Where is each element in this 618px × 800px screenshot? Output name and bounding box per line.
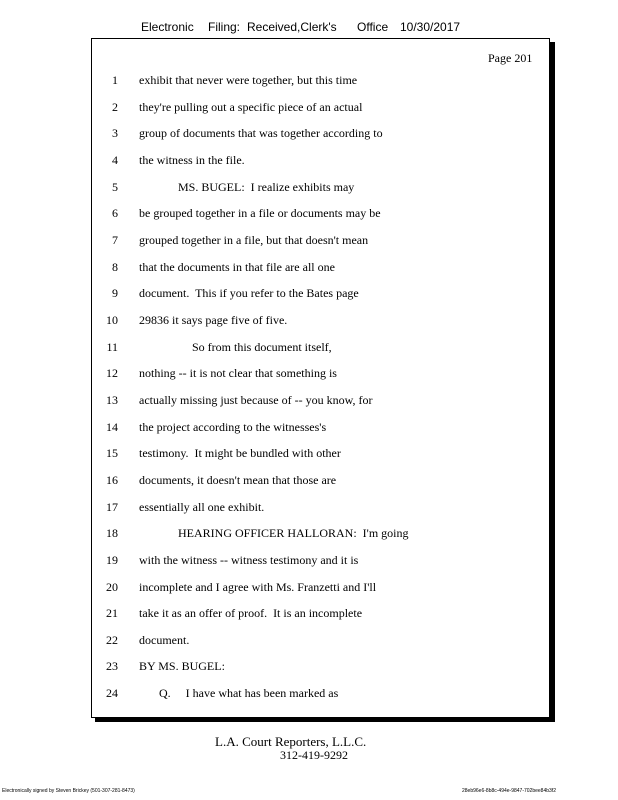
line-text: So from this document itself,: [192, 340, 332, 354]
line-text: group of documents that was together according to: [139, 126, 383, 140]
line-text: with the witness -- witness testimony and it is: [139, 553, 359, 567]
transcript-line: [0, 553, 540, 569]
transcript-line: [0, 686, 540, 702]
transcript-line: [0, 526, 540, 542]
transcript-line: [0, 313, 540, 329]
line-number: 7: [112, 233, 118, 247]
line-text: be grouped together in a file or documents may be: [139, 206, 381, 220]
page-number: Page 201: [488, 51, 533, 65]
transcript-line: [0, 126, 540, 142]
line-number: 8: [112, 260, 118, 274]
document-hash: 28eb96e6-8b8c-494e-9847-702bee84b3f2: [462, 788, 556, 794]
transcript-line: [0, 580, 540, 596]
line-number: 1: [112, 73, 118, 87]
line-text: 29836 it says page five of five.: [139, 313, 288, 327]
transcript-line: [0, 233, 540, 249]
electronic-signature: Electronically signed by Steven Brickey (501-307-281-8473): [2, 788, 135, 794]
line-text: testimony. It might be bundled with other: [139, 446, 341, 460]
line-text: incomplete and I agree with Ms. Franzetti and I'll: [139, 580, 377, 594]
transcript-line: [0, 153, 540, 169]
transcript-line: [0, 286, 540, 302]
transcript-line: [0, 633, 540, 649]
line-number: 2: [112, 100, 118, 114]
line-text: the witness in the file.: [139, 153, 245, 167]
filing-header-date: 10/30/2017: [400, 20, 461, 34]
line-number: 21: [106, 606, 118, 620]
line-number: 3: [112, 126, 118, 140]
line-number: 5: [112, 180, 118, 194]
filing-header-office: Office: [357, 20, 389, 34]
transcript-line: [0, 420, 540, 436]
reporter-phone: 312-419-9292: [280, 748, 348, 762]
line-text: BY MS. BUGEL:: [139, 659, 225, 673]
transcript-line: [0, 260, 540, 276]
line-text: they're pulling out a specific piece of an actual: [139, 100, 363, 114]
filing-header-filing: Filing:: [208, 20, 241, 34]
line-number: 10: [106, 313, 118, 327]
line-text: MS. BUGEL: I realize exhibits may: [178, 180, 355, 194]
line-text: take it as an offer of proof. It is an incomplete: [139, 606, 363, 620]
line-number: 23: [106, 659, 118, 673]
transcript-line: [0, 606, 540, 622]
line-text: HEARING OFFICER HALLORAN: I'm going: [178, 526, 409, 540]
line-text: document. This if you refer to the Bates page: [139, 286, 359, 300]
line-text: Q. I have what has been marked as: [159, 686, 339, 700]
page-shadow-right: [550, 42, 555, 722]
line-text: actually missing just because of -- you know, for: [139, 393, 373, 407]
line-number: 9: [112, 286, 118, 300]
line-text: essentially all one exhibit.: [139, 500, 265, 514]
line-number: 19: [106, 553, 118, 567]
transcript-line: [0, 366, 540, 382]
filing-header-received: Received,Clerk's: [247, 20, 337, 34]
line-text: grouped together in a file, but that doesn't mean: [139, 233, 369, 247]
transcript-line: [0, 659, 540, 675]
page-shadow-bottom: [95, 718, 555, 722]
filing-header-electronic: Electronic: [141, 20, 194, 34]
line-number: 12: [106, 366, 118, 380]
line-number: 24: [106, 686, 118, 700]
transcript-line: [0, 446, 540, 462]
transcript-line: [0, 100, 540, 116]
line-number: 18: [106, 526, 118, 540]
line-number: 14: [106, 420, 118, 434]
line-text: document.: [139, 633, 190, 647]
line-number: 17: [106, 500, 118, 514]
line-number: 11: [106, 340, 118, 354]
line-text: the project according to the witnesses's: [139, 420, 327, 434]
line-number: 13: [106, 393, 118, 407]
line-number: 6: [112, 206, 118, 220]
transcript-line: [0, 500, 540, 516]
line-number: 20: [106, 580, 118, 594]
line-text: nothing -- it is not clear that something is: [139, 366, 337, 380]
reporter-name: L.A. Court Reporters, L.L.C.: [215, 734, 367, 749]
line-text: documents, it doesn't mean that those are: [139, 473, 337, 487]
line-number: 4: [112, 153, 118, 167]
transcript-line: [0, 473, 540, 489]
transcript-line: [0, 393, 540, 409]
transcript-line: [0, 340, 540, 356]
transcript-line: [0, 180, 540, 196]
line-number: 16: [106, 473, 118, 487]
line-number: 22: [106, 633, 118, 647]
transcript-line: [0, 73, 540, 89]
line-text: that the documents in that file are all one: [139, 260, 335, 274]
transcript-line: [0, 206, 540, 222]
filing-header: [0, 20, 618, 36]
line-text: exhibit that never were together, but this time: [139, 73, 358, 87]
line-number: 15: [106, 446, 118, 460]
